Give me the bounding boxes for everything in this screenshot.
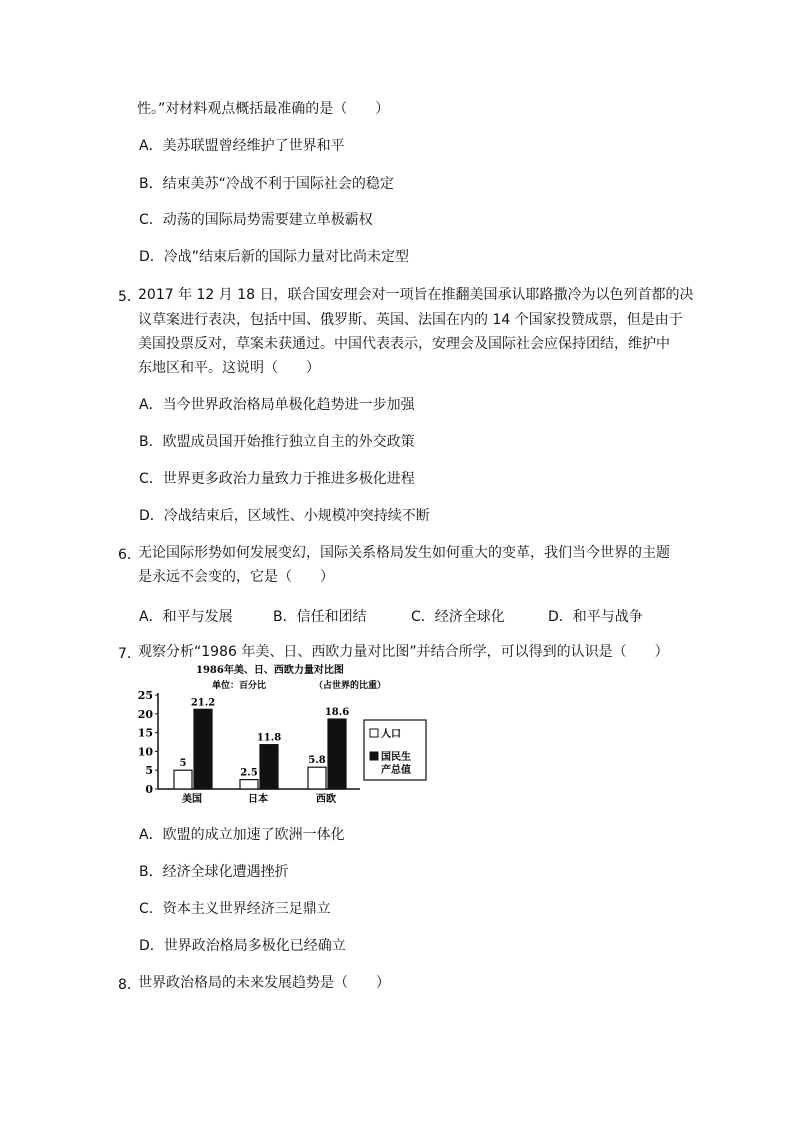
data-label: 2.5 (240, 767, 258, 779)
legend-label-population: 人口 (381, 729, 401, 740)
q6-stem-line-1: 无论国际形势如何发展变幻，国际关系格局发生如何重大的变革，我们当今世界的主题 (138, 545, 670, 561)
q4-option-c: C．动荡的国际局势需要建立单极霸权 (139, 212, 373, 228)
q5-stem-line-4: 东地区和平。这说明（ ） (138, 360, 320, 376)
bar-population (308, 767, 326, 789)
power-comparison-chart (138, 662, 428, 807)
q4-option-b: B．结束美苏“冷战不利于国际社会的稳定 (139, 176, 394, 192)
q5-option-d: D．冷战结束后，区域性、小规模冲突持续不断 (139, 508, 430, 524)
chart-title: 1986年美、日、西欧力量对比图 (196, 665, 344, 676)
data-label: 18.6 (324, 707, 350, 719)
q4-stem-end: 性。”对材料观点概括最准确的是（ ） (137, 101, 390, 117)
chart-svg (138, 662, 428, 807)
q5-stem-line-1: 2017 年 12 月 18 日，联合国安理会对一项旨在推翻美国承认耶路撒冷为以色列首都的决 (138, 287, 694, 303)
q8-number: 8． (118, 977, 141, 993)
q4-option-d: D．冷战”结束后新的国际力量对比尚未定型 (139, 249, 410, 265)
y-tick-label: 20 (138, 707, 153, 721)
chart-subtitle: 单位：百分比 (212, 681, 267, 691)
q7-number: 7． (118, 646, 141, 662)
legend-swatch-gnp (370, 752, 378, 760)
bar-population (174, 770, 192, 789)
q8-stem: 世界政治格局的未来发展趋势是（ ） (138, 975, 390, 991)
q4-option-a: A．美苏联盟曾经维护了世界和平 (139, 138, 345, 154)
q7-stem: 观察分析“1986 年美、日、西欧力量对比图”并结合所学，可以得到的认识是（ ） (138, 644, 669, 660)
q5-option-c: C．世界更多政治力量致力于推进多极化进程 (139, 471, 415, 487)
bar-gnp (260, 745, 278, 789)
legend-label-gnp-2: 产总值 (381, 765, 411, 776)
data-label: 5 (179, 758, 187, 770)
bar-gnp (328, 719, 346, 789)
bar-gnp (194, 709, 212, 789)
q5-stem-line-2: 议草案进行表决，包括中国、俄罗斯、英国、法国在内的 14 个国家投赞成票，但是由于 (138, 312, 683, 328)
chart-note: （占世界的比重） (314, 681, 387, 691)
y-tick-label: 5 (145, 764, 153, 778)
q6-option-d: D．和平与战争 (548, 609, 643, 625)
y-tick-label: 25 (138, 689, 153, 702)
q5-number: 5． (118, 289, 141, 305)
x-tick-label: 西欧 (316, 794, 336, 805)
q6-option-b: B．信任和团结 (273, 609, 367, 625)
data-label: 21.2 (190, 697, 216, 709)
chart-marks (138, 689, 426, 805)
y-tick-label: 15 (138, 726, 153, 740)
legend-label-gnp-1: 国民生 (381, 752, 411, 763)
q5-stem-line-3: 美国投票反对，草案未获通过。中国代表表示，安理会及国际社会应保持团结，维护中 (138, 336, 670, 352)
q7-option-c: C．资本主义世界经济三足鼎立 (139, 901, 331, 917)
q7-option-b: B．经济全球化遭遇挫折 (139, 864, 289, 880)
bar-population (240, 780, 258, 789)
q6-number: 6． (118, 547, 141, 563)
x-tick-label: 美国 (182, 794, 202, 805)
data-label: 11.8 (256, 732, 282, 744)
q7-option-d: D．世界政治格局多极化已经确立 (139, 938, 346, 954)
q6-option-c: C．经济全球化 (411, 609, 505, 625)
data-label: 5.8 (308, 755, 326, 767)
q7-option-a: A．欧盟的成立加速了欧洲一体化 (139, 827, 345, 843)
q5-option-a: A．当今世界政治格局单极化趋势进一步加强 (139, 397, 415, 413)
q5-option-b: B．欧盟成员国开始推行独立自主的外交政策 (139, 434, 415, 450)
q6-stem-line-2: 是永远不会变的，它是（ ） (138, 569, 334, 585)
legend-swatch-population (370, 729, 378, 737)
y-tick-label: 10 (138, 745, 153, 759)
y-tick-label: 0 (145, 783, 153, 796)
q6-option-a: A．和平与发展 (139, 609, 233, 625)
x-tick-label: 日本 (248, 794, 268, 805)
